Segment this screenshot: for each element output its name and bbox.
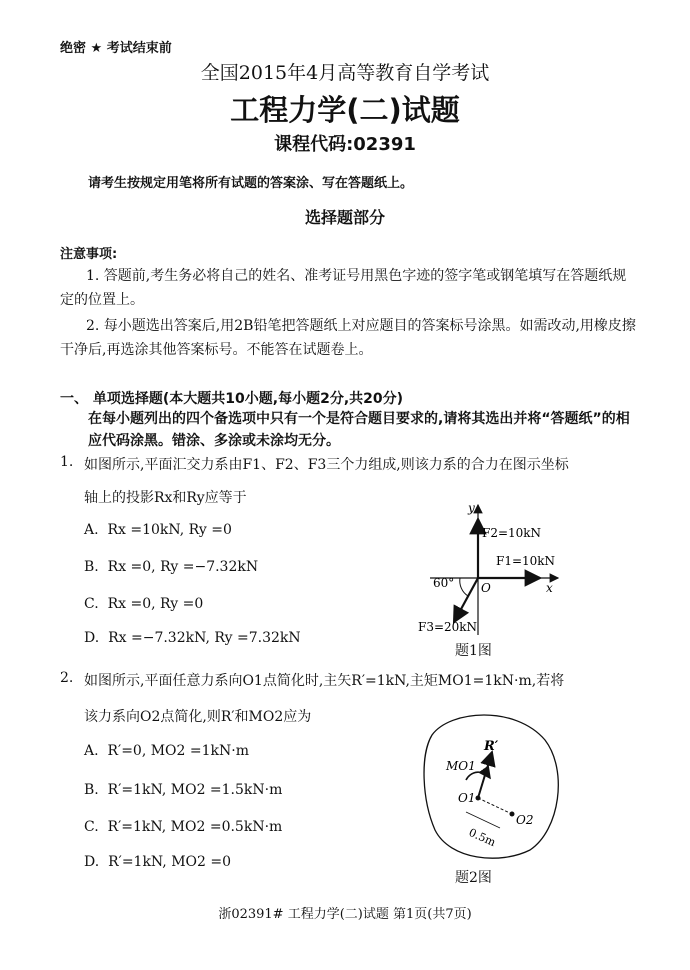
option-text: R′=1kN, MO2 =0.5kN·m (107, 819, 283, 835)
option-text: R′=1kN, MO2 =0 (108, 854, 231, 870)
subject-title: 工程力学(二)试题 (230, 93, 460, 127)
figure-1-force-diagram (410, 495, 570, 660)
f3-label: F3=20kN (418, 620, 478, 634)
q1-option-c (84, 596, 203, 612)
option-key: D. (84, 630, 100, 646)
notes-heading: 注意事项: (60, 247, 118, 262)
force-f3-arrow (454, 578, 478, 622)
note-2: 2. 每小题选出答案后,用2B铅笔把答题纸上对应题目的答案标号涂黑。如需改动,用橡皮擦干净后,再选涂其他答案标号。不能答在试题卷上。 (60, 318, 636, 358)
q2-option-b (84, 782, 282, 798)
part1-description: 在每小题列出的四个备选项中只有一个是符合题目要求的,请将其选出并将“答题纸”的相应代码涂黑。错涂、多涂或未涂均无分。 (88, 411, 630, 449)
q2-option-c (84, 819, 282, 835)
q1-option-d (84, 630, 301, 646)
origin-label: O (481, 581, 491, 595)
f1-label: F1=10kN (496, 554, 556, 568)
answer-instruction: 请考生按规定用笔将所有试题的答案涂、写在答题纸上。 (88, 176, 414, 191)
course-code: 课程代码:02391 (274, 134, 416, 155)
q2-stem-line1: 如图所示,平面任意力系向O1点简化时,主矢R′=1kN,主矩MO1=1kN·m,若将 (84, 673, 565, 689)
option-text: Rx =−7.32kN, Ry =7.32kN (108, 630, 301, 646)
figure-2-rigid-body-diagram (420, 700, 570, 865)
q2-number: 2. (60, 670, 74, 686)
option-text: Rx =10kN, Ry =0 (107, 522, 232, 538)
option-key: B. (84, 559, 99, 575)
option-text: R′=1kN, MO2 =1.5kN·m (107, 782, 283, 798)
distance-label: 0.5m (466, 825, 498, 850)
q2-stem-line2: 该力系向O2点简化,则R′和MO2应为 (84, 709, 312, 725)
option-text: Rx =0, Ry =0 (107, 596, 204, 612)
o2-label: O2 (516, 813, 534, 827)
q1-option-b (84, 559, 258, 575)
dimension-line (466, 812, 500, 828)
x-axis-label: x (546, 581, 553, 595)
option-key: A. (84, 743, 99, 759)
option-text: R′=0, MO2 =1kN·m (107, 743, 249, 759)
dashed-connector (478, 798, 512, 814)
option-key: A. (84, 522, 99, 538)
q2-option-a (84, 743, 249, 759)
q2-option-d (84, 854, 231, 870)
q1-stem-line1: 如图所示,平面汇交力系由F1、F2、F3三个力组成,则该力系的合力在图示坐标 (84, 457, 569, 473)
angle-arc (460, 578, 468, 596)
figure-1-caption: 题1图 (455, 643, 492, 659)
r-prime-arrow (478, 752, 492, 798)
q1-number: 1. (60, 454, 74, 470)
option-text: Rx =0, Ry =−7.32kN (107, 559, 259, 575)
moment-label: MO1 (446, 759, 476, 773)
exam-title: 全国2015年4月高等教育自学考试 (200, 62, 490, 84)
option-key: B. (84, 782, 99, 798)
option-key: C. (84, 596, 99, 612)
r-prime-label: R′ (484, 739, 499, 754)
section-title: 选择题部分 (304, 208, 385, 227)
y-axis-label: y (468, 501, 475, 515)
part1-heading: 一、 单项选择题(本大题共10小题,每小题2分,共20分) (60, 391, 404, 407)
q1-stem-line2: 轴上的投影Rx和Ry应等于 (84, 490, 247, 506)
figure-2-caption: 题2图 (455, 870, 492, 886)
o1-label: O1 (458, 791, 476, 805)
option-key: D. (84, 854, 100, 870)
page-footer: 浙02391# 工程力学(二)试题 第1页(共7页) (218, 907, 472, 922)
angle-label: 60° (433, 576, 455, 590)
option-key: C. (84, 819, 99, 835)
q1-option-a (84, 522, 232, 538)
f2-label: F2=10kN (482, 526, 542, 540)
confidential-label: 绝密 ★ 考试结束前 (60, 41, 172, 56)
note-1: 1. 答题前,考生务必将自己的姓名、准考证号用黑色字迹的签字笔或钢笔填写在答题纸规定的位置上。 (60, 268, 627, 308)
